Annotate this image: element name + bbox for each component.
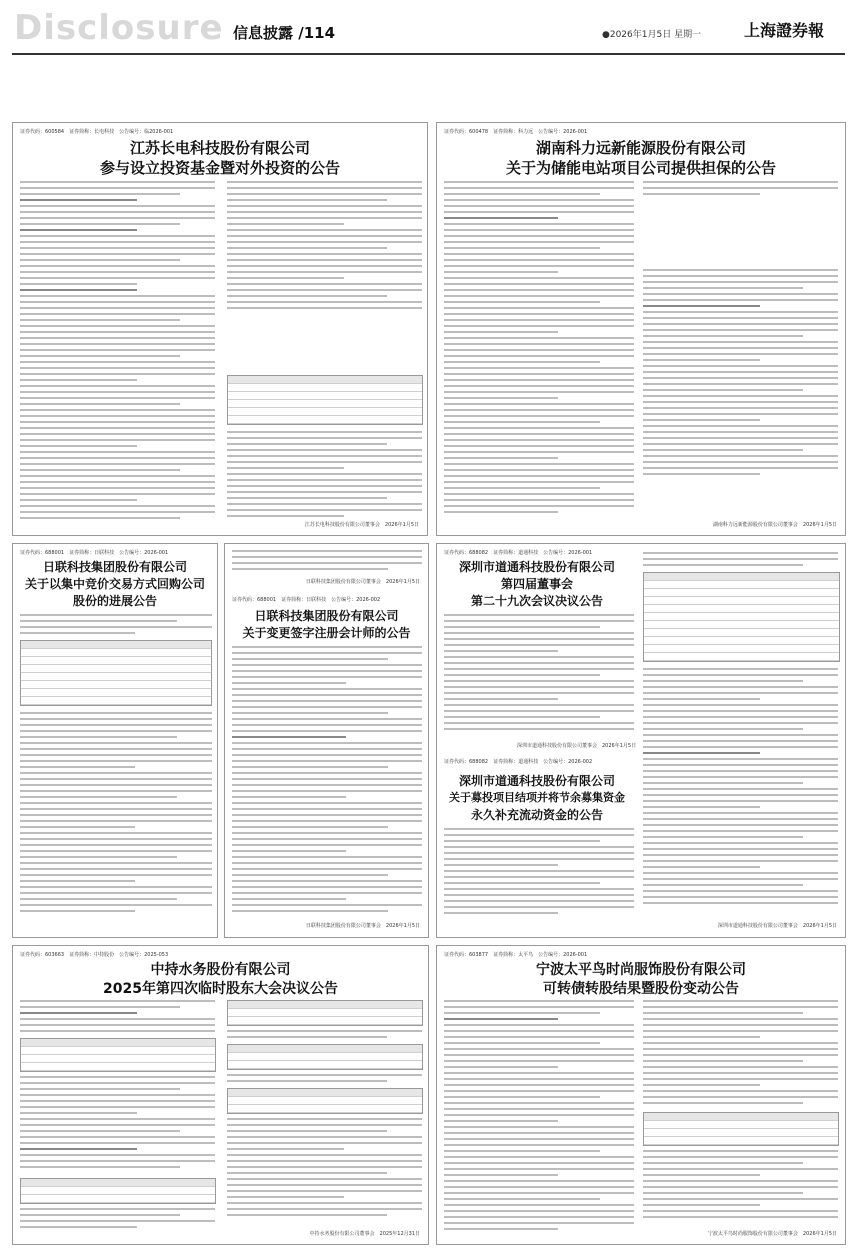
notice-codes: 证券代码：603663 证券简称：中持股份 公告编号：2025-053 <box>20 952 169 958</box>
notice-codes: 证券代码：600584 证券简称：长电科技 公告编号：临2026-001 <box>20 129 174 135</box>
notice-codes: 证券代码：688082 证券简称：道通科技 公告编号：2026-001 <box>444 550 593 556</box>
notice-title: 深圳市道通科技股份有限公司 <box>458 774 615 788</box>
notice-table <box>643 1112 839 1146</box>
notice-subtitle: 第二十九次会议决议公告 <box>470 594 603 608</box>
notice-body <box>227 431 422 521</box>
notice-changdian <box>12 122 428 536</box>
notice-table <box>227 1088 423 1114</box>
notice-zhongchi <box>12 945 429 1245</box>
notice-body <box>444 614 634 734</box>
notice-signature: 湖南科力远新能源股份有限公司董事会 2026年1月5日 <box>712 522 837 528</box>
notice-table <box>20 1178 216 1204</box>
notice-table <box>20 640 212 706</box>
notice-subtitle: 关于变更签字注册会计师的公告 <box>242 626 411 640</box>
section-title: 信息披露 /114 <box>233 24 336 42</box>
notice-body <box>20 1076 215 1172</box>
notice-rilian-buyback <box>12 543 218 938</box>
newspaper-name: 上海證券報 <box>744 21 825 40</box>
notice-body <box>227 1118 422 1220</box>
notice-body <box>232 550 422 574</box>
notice-body <box>232 646 422 916</box>
notice-title: 江苏长电科技股份有限公司 <box>129 139 310 157</box>
notice-signature: 中持水务股份有限公司董事会 2025年12月31日 <box>309 1231 420 1237</box>
notice-body <box>20 712 212 916</box>
notice-rilian-auditor <box>224 543 429 938</box>
notice-subtitle: 可转债转股结果暨股份变动公告 <box>543 981 739 997</box>
notice-body <box>643 1150 838 1222</box>
notice-signature: 深圳市道通科技股份有限公司董事会 2026年1月5日 <box>517 743 637 749</box>
notice-codes: 证券代码：688082 证券简称：道通科技 公告编号：2026-002 <box>444 759 593 765</box>
notice-signature: 深圳市道通科技股份有限公司董事会 2026年1月5日 <box>717 923 837 929</box>
notice-body <box>227 1030 422 1042</box>
notice-codes: 证券代码：603877 证券简称：太平鸟 公告编号：2026-001 <box>444 952 588 958</box>
notice-title: 日联科技集团股份有限公司 <box>254 609 399 623</box>
notice-subtitle: 第四届董事会 <box>500 577 573 591</box>
header-rule <box>12 53 845 55</box>
notice-body <box>227 1074 422 1086</box>
notice-subtitle: 参与设立投资基金暨对外投资的公告 <box>99 159 340 177</box>
notice-codes: 证券代码：688001 证券简称：日联科技 公告编号：2026-001 <box>20 550 169 556</box>
notice-body <box>20 614 212 638</box>
notice-body <box>643 269 838 479</box>
notice-body <box>20 1000 215 1036</box>
notice-signature: 江苏长电科技股份有限公司董事会 2026年1月5日 <box>304 522 419 528</box>
notice-daotong <box>436 543 846 938</box>
notice-signature: 日联科技集团股份有限公司董事会 2026年1月5日 <box>305 923 420 929</box>
notice-table <box>227 1000 423 1026</box>
notice-body <box>20 181 215 523</box>
notice-subtitle: 关于为储能电站项目公司提供担保的公告 <box>505 159 776 177</box>
notice-signature: 宁波太平鸟时尚服饰股份有限公司董事会 2026年1月5日 <box>707 1231 837 1237</box>
notice-body <box>444 1000 634 1234</box>
notice-signature: 日联科技集团股份有限公司董事会 2026年1月5日 <box>305 579 420 585</box>
notice-title: 宁波太平鸟时尚服饰股份有限公司 <box>536 962 746 978</box>
brand-logo: Disclosure <box>14 8 224 48</box>
notice-subtitle: 关于以集中竞价交易方式回购公司 <box>24 577 205 591</box>
notice-body <box>227 181 422 313</box>
notice-kelieyuan <box>436 122 846 536</box>
notice-body <box>20 1208 215 1232</box>
notice-subtitle: 股份的进展公告 <box>72 594 157 608</box>
notice-table <box>643 572 840 662</box>
notice-subtitle: 永久补充流动资金的公告 <box>470 808 603 822</box>
notice-subtitle: 2025年第四次临时股东大会决议公告 <box>103 981 338 997</box>
masthead <box>0 0 857 60</box>
issue-date: ●2026年1月5日 星期一 <box>602 30 702 40</box>
notice-title: 日联科技集团股份有限公司 <box>42 560 187 574</box>
notice-body <box>643 181 838 199</box>
notice-codes: 证券代码：688001 证券简称：日联科技 公告编号：2026-002 <box>232 597 381 603</box>
notice-table <box>20 1038 216 1072</box>
notice-body <box>643 552 838 570</box>
notice-body <box>444 828 634 918</box>
notice-table <box>227 375 423 425</box>
notice-taipingniao <box>436 945 846 1245</box>
notice-table <box>227 1044 423 1070</box>
notice-title: 深圳市道通科技股份有限公司 <box>458 560 615 574</box>
notice-title: 中持水务股份有限公司 <box>150 962 291 978</box>
notice-body <box>643 1000 838 1108</box>
notice-body <box>444 181 634 517</box>
notice-codes: 证券代码：600478 证券简称：科力远 公告编号：2026-001 <box>444 129 588 135</box>
notice-body <box>643 668 838 908</box>
notice-subtitle: 关于募投项目结项并将节余募集资金 <box>449 791 625 804</box>
notice-title: 湖南科力远新能源股份有限公司 <box>535 139 746 157</box>
